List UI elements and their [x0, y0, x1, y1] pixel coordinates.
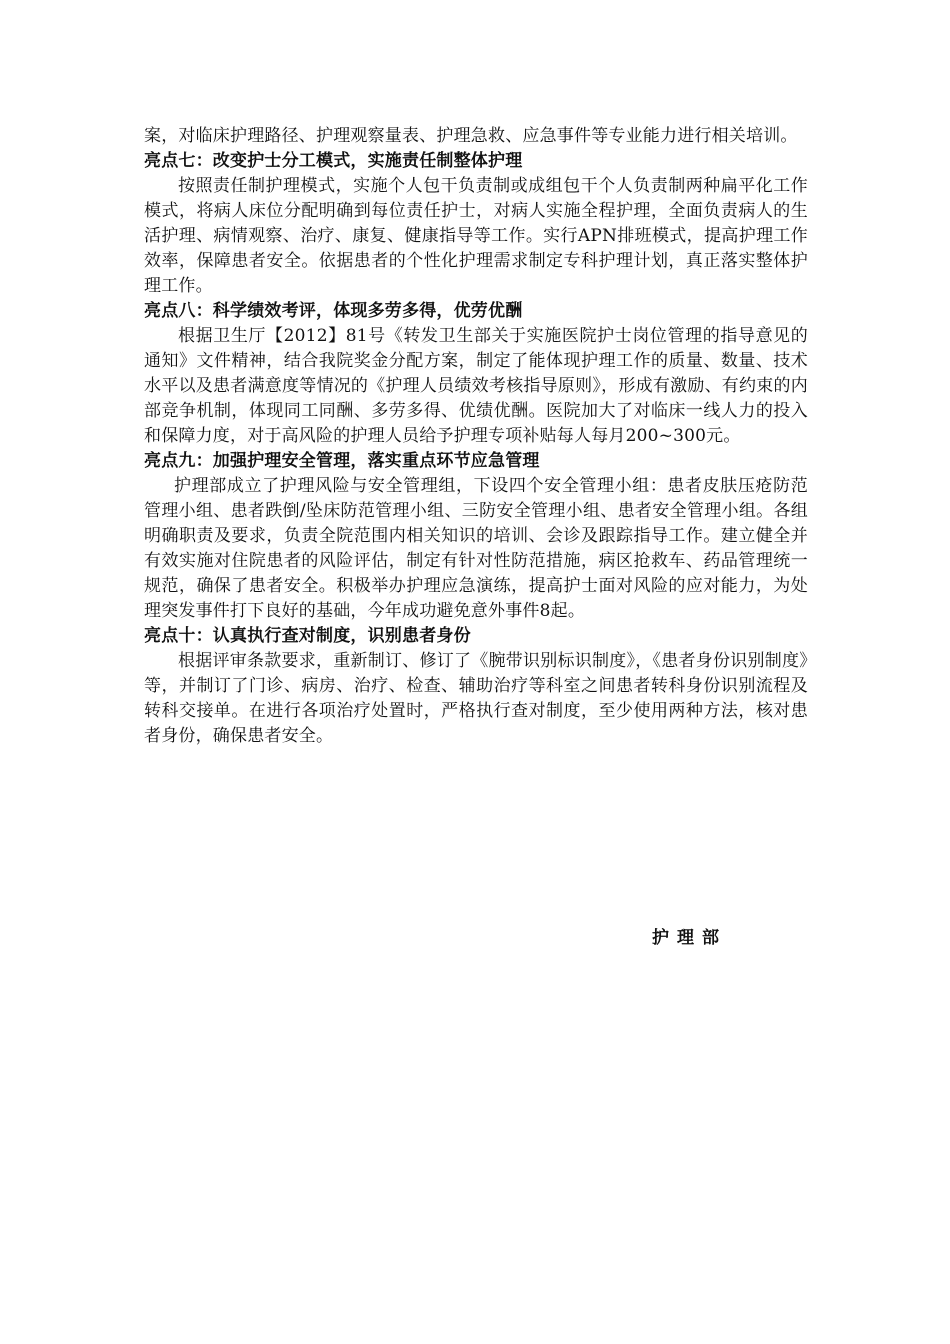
section-heading-7: 亮点七：改变护士分工模式，实施责任制整体护理: [144, 151, 523, 171]
section-heading-9: 亮点九：加强护理安全管理，落实重点环节应急管理: [144, 451, 540, 471]
document-body: [144, 124, 808, 749]
intro-paragraph: 案，对临床护理路径、护理观察量表、护理急救、应急事件等专业能力进行相关培训。: [144, 126, 798, 146]
section-body-10: 根据评审条款要求，重新制订、修订了《腕带识别标识制度》，《患者身份识别制度》等，并制订了门诊、病房、治疗、检查、辅助治疗等科室之间患者转科身份识别流程及转科交接单。在进行各项治疗处置时，严格执行查对制度，至少使用两种方法，核对患者身份，确保患者安全。: [144, 651, 808, 746]
section-heading-8: 亮点八：科学绩效考评，体现多劳多得，优劳优酬: [144, 301, 523, 321]
section-body-8: 根据卫生厅【2012】81号《转发卫生部关于实施医院护士岗位管理的指导意见的通知》文件精神，结合我院奖金分配方案，制定了能体现护理工作的质量、数量、技术水平以及患者满意度等情况的《护理人员绩效考核指导原则》，形成有激励、有约束的内部竞争机制，体现同工同酬、多劳多得、优绩优酬。医院加大了对临床一线人力的投入和保障力度，对于高风险的护理人员给予护理专项补贴每人每月200~300元。: [144, 326, 808, 446]
section-body-7: 按照责任制护理模式，实施个人包干负责制或成组包干个人负责制两种扁平化工作模式，将病人床位分配明确到每位责任护士，对病人实施全程护理，全面负责病人的生活护理、病情观察、治疗、康复、健康指导等工作。实行APN排班模式，提高护理工作效率，保障患者安全。依据患者的个性化护理需求制定专科护理计划，真正落实整体护理工作。: [144, 176, 808, 296]
department-signature: 护理部: [652, 928, 727, 948]
section-body-9: 护理部成立了护理风险与安全管理组，下设四个安全管理小组：患者皮肤压疮防范管理小组、患者跌倒/坠床防范管理小组、三防安全管理小组、患者安全管理小组。各组明确职责及要求，负责全院范围内相关知识的培训、会诊及跟踪指导工作。建立健全并有效实施对住院患者的风险评估，制定有针对性防范措施，病区抢救车、药品管理统一规范，确保了患者安全。积极举办护理应急演练，提高护士面对风险的应对能力，为处理突发事件打下良好的基础，今年成功避免意外事件8起。: [144, 476, 808, 621]
section-heading-10: 亮点十：认真执行查对制度，识别患者身份: [144, 626, 471, 646]
